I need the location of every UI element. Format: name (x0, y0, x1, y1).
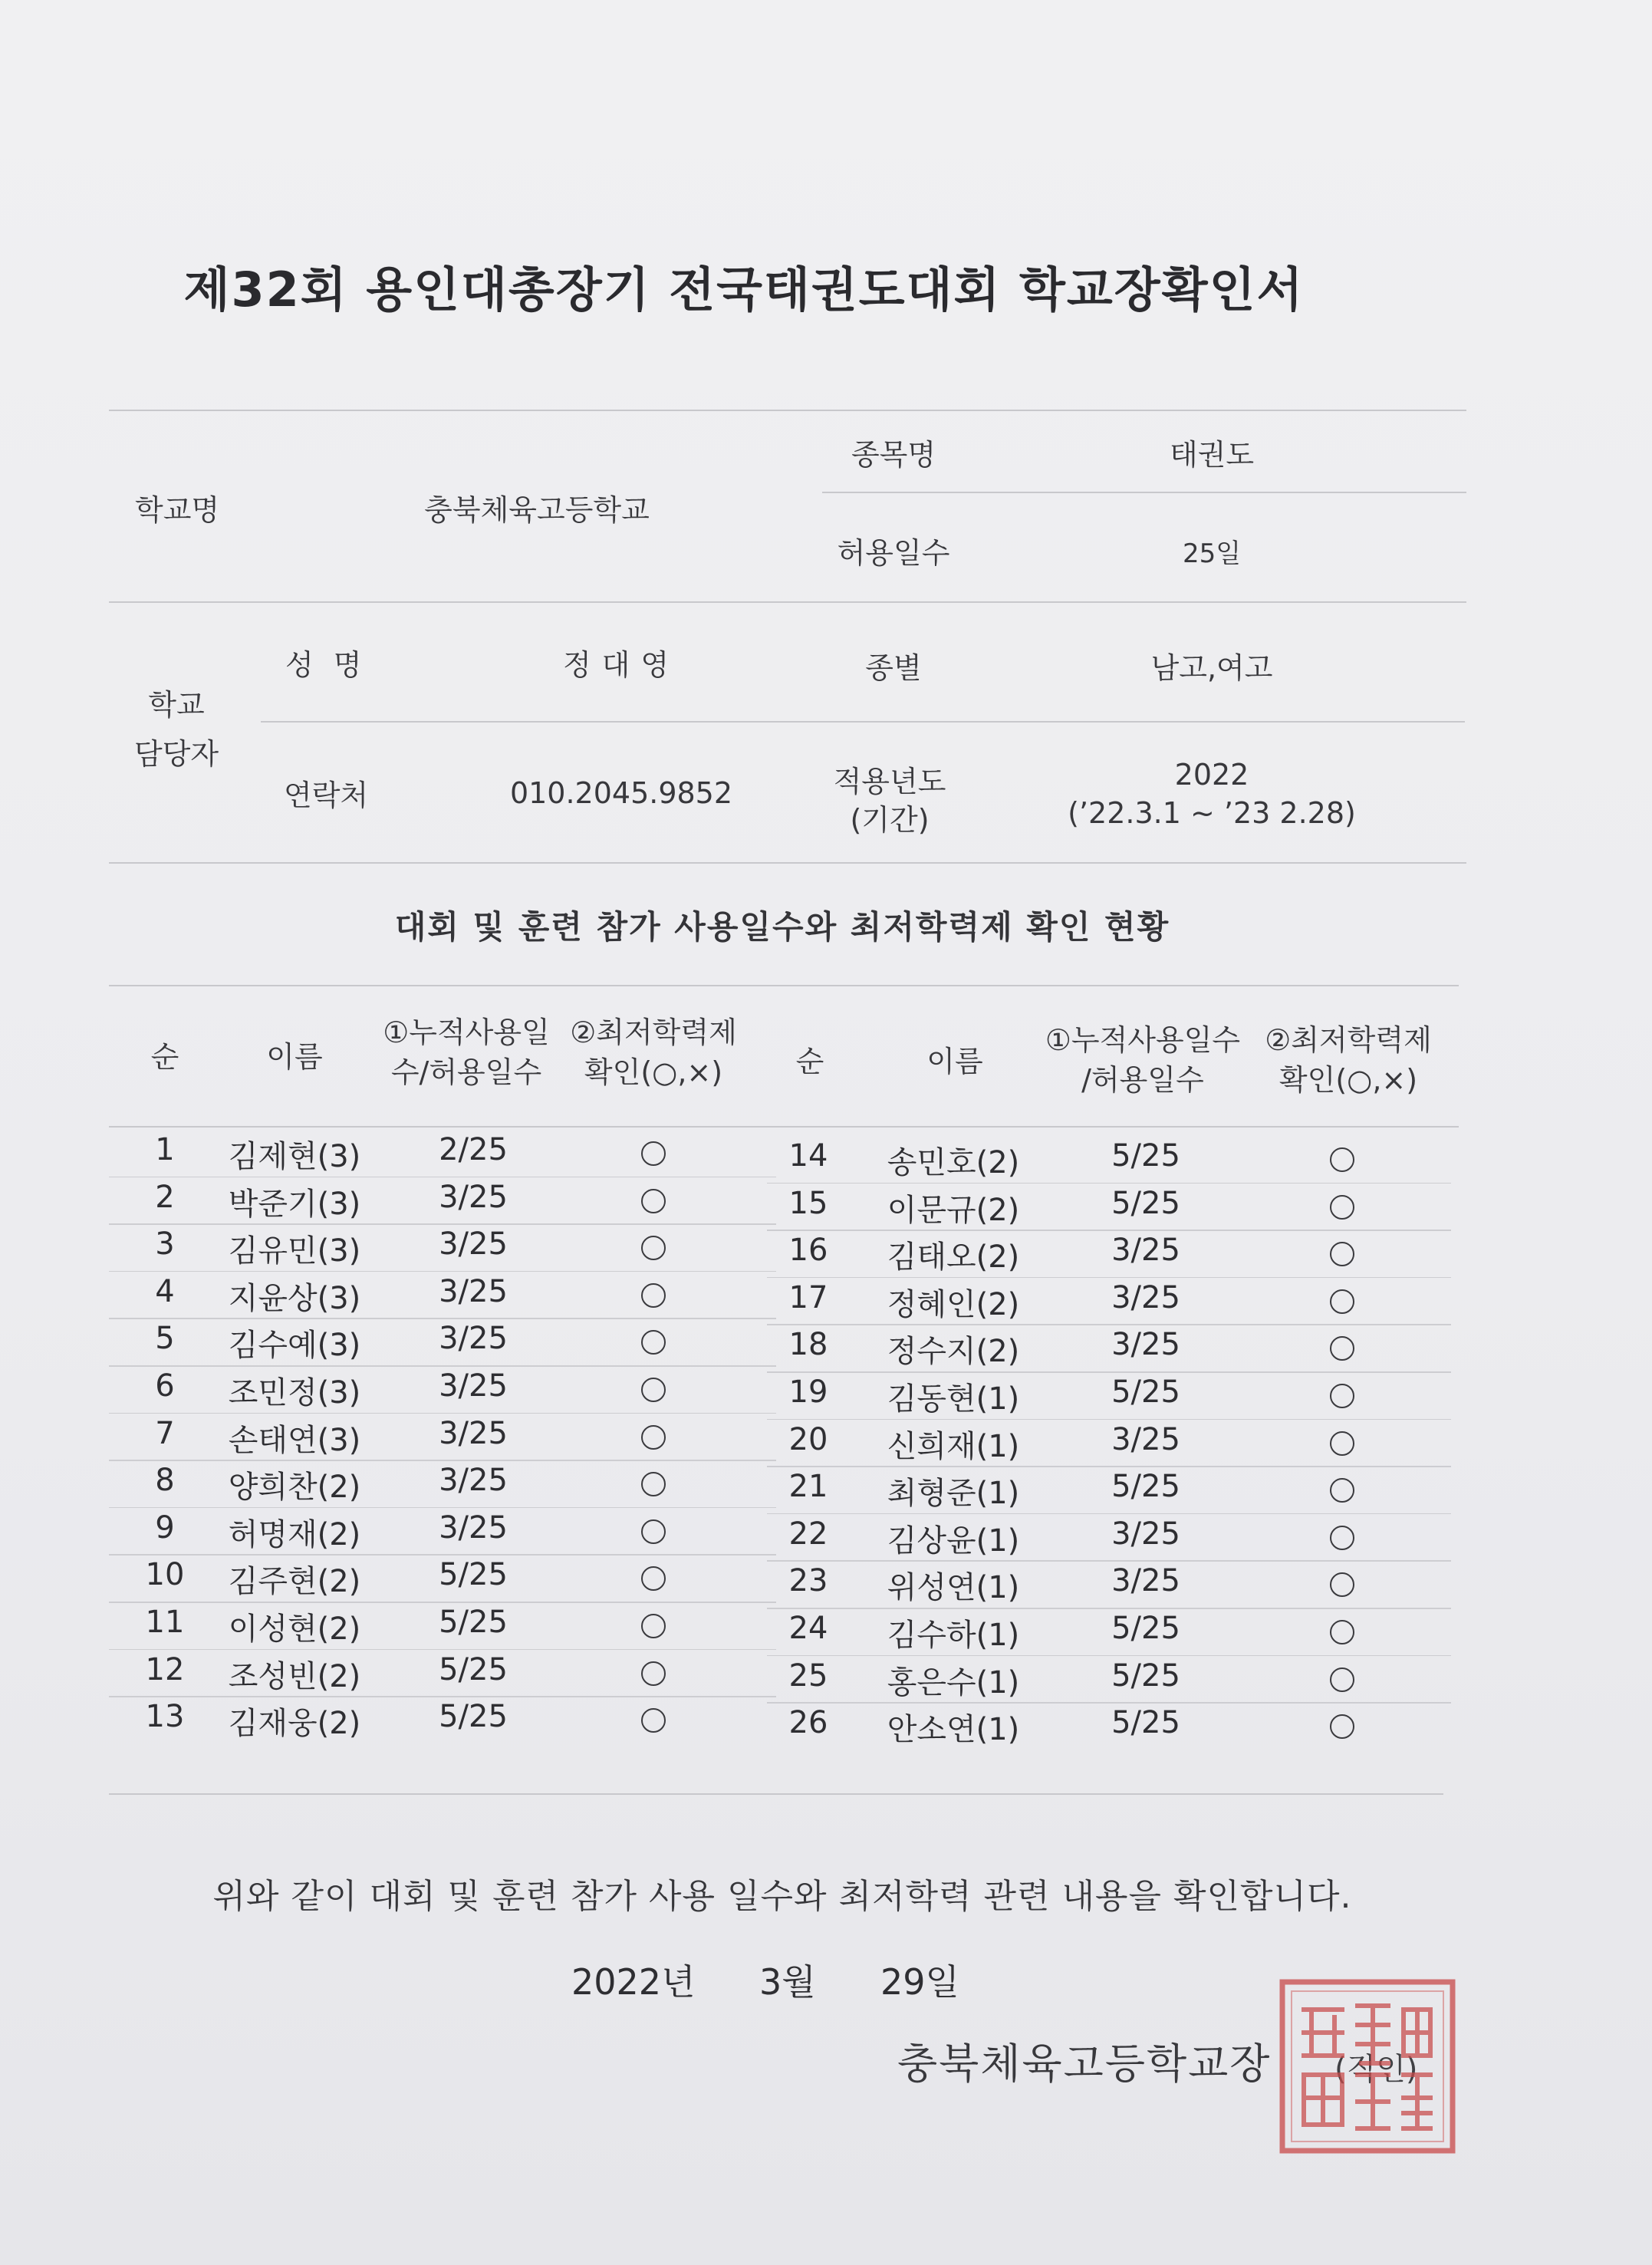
rule (109, 862, 1466, 864)
row-divider (767, 1513, 1451, 1515)
row-number: 16 (788, 1233, 828, 1269)
check-mark-circle (641, 1236, 666, 1260)
check-mark-circle (641, 1141, 666, 1166)
confirmation-statement: 위와 같이 대회 및 훈련 참가 사용 일수와 최저학력 관련 내용을 확인합니다. (212, 1877, 1352, 1916)
school-contact-label-2: 담당자 (133, 737, 219, 771)
row-number: 6 (155, 1368, 175, 1404)
check-mark-circle (1330, 1667, 1354, 1692)
participant-name: 위성연(1) (887, 1570, 1020, 1606)
rule (109, 1793, 1443, 1795)
used-days-value: 5/25 (1111, 1138, 1180, 1174)
used-days-value: 3/25 (439, 1463, 508, 1499)
participant-name: 홍은수(1) (887, 1664, 1020, 1700)
row-number: 17 (788, 1279, 828, 1315)
participant-name: 김유민(3) (228, 1233, 361, 1269)
used-days-value: 3/25 (1111, 1327, 1180, 1363)
used-days-value: 5/25 (1111, 1374, 1180, 1410)
check-mark-circle (641, 1708, 666, 1733)
rule (822, 492, 1466, 493)
participant-name: 김태오(2) (887, 1239, 1020, 1276)
participant-name: 정혜인(2) (887, 1286, 1020, 1322)
check-mark-circle (641, 1472, 666, 1496)
date-year: 2022년 (571, 1961, 696, 2003)
check-mark-circle (641, 1330, 666, 1355)
used-days-value: 3/25 (1111, 1563, 1180, 1599)
date-month: 3월 (759, 1961, 816, 2003)
row-number: 7 (155, 1415, 175, 1451)
gender-label: 종별 (865, 651, 922, 685)
used-days-value: 3/25 (1111, 1233, 1180, 1269)
participant-name: 허명재(2) (228, 1516, 361, 1552)
row-number: 12 (145, 1651, 185, 1687)
apply-year-value: 2022 (1174, 758, 1249, 792)
row-divider (767, 1371, 1451, 1373)
rule (109, 1126, 1459, 1128)
column-header: ①누적사용일수 (1045, 1023, 1241, 1057)
column-header: 이름 (266, 1040, 323, 1074)
check-mark-circle (1330, 1714, 1354, 1739)
check-mark-circle (641, 1189, 666, 1213)
phone-label: 연락처 (284, 779, 369, 812)
participant-name: 안소연(1) (887, 1712, 1020, 1748)
official-seal-stamp (1273, 1971, 1465, 2163)
row-number: 4 (155, 1273, 175, 1309)
row-divider (767, 1466, 1451, 1467)
row-number: 19 (788, 1374, 828, 1410)
participant-name: 이문규(2) (887, 1192, 1020, 1228)
row-number: 1 (155, 1132, 175, 1167)
check-mark-circle (1330, 1526, 1354, 1550)
check-mark-circle (1330, 1384, 1354, 1408)
principal-signature-line: 충북체육고등학교장 (897, 2039, 1272, 2088)
check-mark-circle (1330, 1431, 1354, 1456)
used-days-value: 3/25 (439, 1179, 508, 1215)
check-mark-circle (1330, 1478, 1354, 1503)
rule (261, 721, 1465, 723)
check-mark-circle (1330, 1147, 1354, 1172)
apply-period-value: (’22.3.1 ~ ’23 2.28) (1068, 796, 1356, 830)
row-number: 8 (155, 1463, 175, 1499)
row-number: 2 (155, 1179, 175, 1215)
check-mark-circle (1330, 1195, 1354, 1220)
participant-name: 최형준(1) (887, 1476, 1020, 1512)
column-header: /허용일수 (1081, 1063, 1204, 1097)
participant-name: 지윤상(3) (228, 1280, 361, 1316)
school-name-label: 학교명 (135, 493, 220, 527)
date-day: 29일 (880, 1961, 959, 2003)
used-days-value: 3/25 (439, 1226, 508, 1263)
row-divider (767, 1560, 1451, 1562)
row-number: 23 (788, 1563, 828, 1599)
school-name-value: 충북체육고등학교 (424, 493, 650, 527)
row-divider (109, 1696, 776, 1697)
participant-name: 조민정(3) (228, 1375, 361, 1411)
used-days-value: 5/25 (1111, 1469, 1180, 1505)
used-days-value: 5/25 (439, 1699, 508, 1735)
participant-name: 박준기(3) (228, 1186, 361, 1222)
row-divider (109, 1649, 776, 1651)
document-title: 제32회 용인대총장기 전국태권도대회 학교장확인서 (183, 262, 1305, 318)
check-mark-circle (641, 1425, 666, 1450)
used-days-value: 5/25 (1111, 1705, 1180, 1741)
row-divider (767, 1702, 1451, 1704)
seal-icon (1273, 1971, 1465, 2163)
check-mark-circle (1330, 1336, 1354, 1361)
check-mark-circle (641, 1661, 666, 1686)
used-days-value: 5/25 (439, 1557, 508, 1593)
participant-name: 김주현(2) (228, 1564, 361, 1600)
row-divider (109, 1223, 776, 1225)
used-days-value: 5/25 (439, 1605, 508, 1640)
row-divider (109, 1507, 776, 1509)
apply-year-label: 적용년도 (833, 765, 946, 798)
row-divider (109, 1602, 776, 1603)
row-number: 10 (145, 1557, 185, 1593)
row-number: 25 (788, 1658, 828, 1694)
row-number: 14 (788, 1138, 828, 1174)
rule (109, 410, 1466, 411)
participant-name: 조성빈(2) (228, 1658, 361, 1694)
row-divider (767, 1655, 1451, 1657)
check-mark-circle (641, 1283, 666, 1308)
rule (109, 985, 1459, 986)
event-name-value: 태권도 (1169, 438, 1255, 472)
used-days-value: 5/25 (1111, 1185, 1180, 1221)
row-divider (767, 1608, 1451, 1609)
row-divider (109, 1318, 776, 1319)
row-number: 9 (155, 1509, 175, 1546)
column-header: 이름 (926, 1045, 983, 1078)
used-days-value: 5/25 (1111, 1611, 1180, 1646)
row-divider (767, 1183, 1451, 1184)
used-days-value: 5/25 (439, 1651, 508, 1687)
column-header: 수/허용일수 (390, 1055, 542, 1089)
check-mark-circle (1330, 1572, 1354, 1597)
participant-name: 김제현(3) (228, 1139, 361, 1174)
used-days-value: 3/25 (439, 1273, 508, 1309)
participant-name: 김수예(3) (228, 1328, 361, 1364)
apply-period-label: (기간) (850, 803, 930, 837)
row-divider (109, 1554, 776, 1556)
allowed-days-label: 허용일수 (837, 536, 950, 570)
column-header: ②최저학력제 (570, 1016, 737, 1049)
participant-name: 손태연(3) (228, 1422, 361, 1458)
phone-value: 010.2045.9852 (509, 776, 733, 810)
row-number: 20 (788, 1421, 828, 1457)
name-label: 성명 (285, 648, 382, 682)
participant-name: 김상윤(1) (887, 1523, 1020, 1559)
row-number: 3 (155, 1226, 175, 1263)
row-divider (109, 1413, 776, 1414)
participant-name: 정수지(2) (887, 1334, 1020, 1370)
participant-name: 양희찬(2) (228, 1470, 361, 1506)
participant-name: 김동현(1) (887, 1381, 1020, 1417)
participant-name: 송민호(2) (887, 1145, 1020, 1180)
allowed-days-value: 25일 (1182, 538, 1242, 569)
column-header: ①누적사용일 (383, 1016, 550, 1049)
gender-value: 남고,여고 (1150, 651, 1273, 685)
used-days-value: 3/25 (1111, 1421, 1180, 1457)
used-days-value: 3/25 (439, 1368, 508, 1404)
row-number: 11 (145, 1605, 185, 1640)
used-days-value: 3/25 (1111, 1279, 1180, 1315)
check-mark-circle (1330, 1620, 1354, 1644)
official-seal-note: (직인) (1334, 2052, 1418, 2087)
row-number: 18 (788, 1327, 828, 1363)
check-mark-circle (641, 1566, 666, 1591)
row-divider (767, 1277, 1451, 1279)
used-days-value: 3/25 (439, 1509, 508, 1546)
used-days-value: 5/25 (1111, 1658, 1180, 1694)
check-mark-circle (641, 1378, 666, 1402)
row-number: 24 (788, 1611, 828, 1646)
used-days-value: 3/25 (439, 1321, 508, 1357)
rule (109, 601, 1466, 603)
check-mark-circle (1330, 1289, 1354, 1314)
row-divider (109, 1177, 776, 1178)
row-divider (109, 1460, 776, 1461)
check-mark-circle (641, 1519, 666, 1544)
row-number: 22 (788, 1516, 828, 1552)
check-mark-circle (641, 1614, 666, 1638)
participant-name: 김재웅(2) (228, 1706, 361, 1742)
row-number: 15 (788, 1185, 828, 1221)
row-number: 5 (155, 1321, 175, 1357)
row-divider (109, 1271, 776, 1272)
row-number: 21 (788, 1469, 828, 1505)
contact-person-name: 정대영 (562, 648, 680, 682)
participant-name: 김수하(1) (887, 1618, 1020, 1653)
row-divider (109, 1365, 776, 1367)
column-header: 확인(○,×) (1278, 1063, 1418, 1097)
school-contact-label-1: 학교 (148, 688, 205, 722)
participant-name: 신희재(1) (887, 1428, 1020, 1464)
used-days-value: 3/25 (439, 1415, 508, 1451)
row-divider (767, 1230, 1451, 1231)
column-header: 순 (795, 1045, 824, 1078)
row-divider (767, 1419, 1451, 1421)
used-days-value: 3/25 (1111, 1516, 1180, 1552)
column-header: 순 (150, 1040, 179, 1074)
column-header: 확인(○,×) (584, 1055, 723, 1089)
row-divider (767, 1324, 1451, 1325)
used-days-value: 2/25 (439, 1132, 508, 1167)
row-number: 13 (145, 1699, 185, 1735)
row-number: 26 (788, 1705, 828, 1741)
check-mark-circle (1330, 1242, 1354, 1266)
column-header: ②최저학력제 (1265, 1023, 1432, 1057)
event-name-label: 종목명 (851, 438, 936, 472)
section-heading: 대회 및 훈련 참가 사용일수와 최저학력제 확인 현황 (394, 908, 1170, 946)
participant-name: 이성현(2) (228, 1612, 361, 1647)
